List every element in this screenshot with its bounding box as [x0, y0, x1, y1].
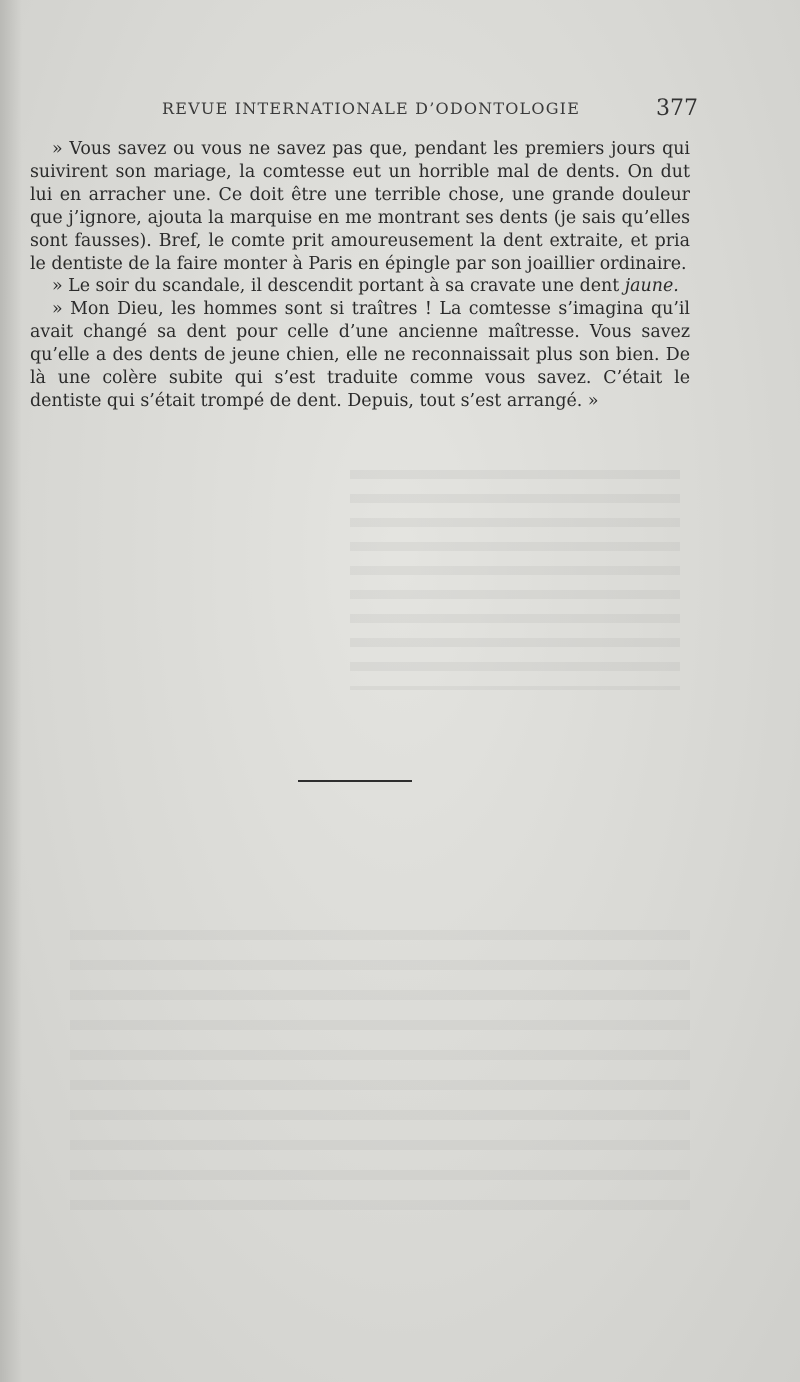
page-gutter-shadow [0, 0, 22, 1382]
running-head: REVUE INTERNATIONALE D’ODONTOLOGIE [162, 99, 581, 118]
page-header [40, 96, 698, 126]
paragraph-2-text: » Le soir du scandale, il descendit portant à sa cravate une dent [52, 276, 620, 297]
bleed-through-table [70, 930, 690, 1230]
paragraph-1: » Vous savez ou vous ne savez pas que, pendant les premiers jours qui suivirent son mariage, la comtesse eut un horrible mal de dents. On dut lui en arracher une. Ce doit être une terrible chose, une grande douleur que j’ignore, ajouta la marquise en me montrant ses dents (je sais qu’elles sont fausses). Bref, le comte prit amoureusement la dent extraite, et pria le dentiste de la faire monter à Paris en épingle par son joaillier ordinaire. [30, 139, 690, 274]
article-body [30, 138, 690, 413]
paragraph-2 [30, 275, 690, 298]
page-number: 377 [656, 96, 698, 121]
italic-word: jaune. [624, 276, 679, 297]
paragraph-3: » Mon Dieu, les hommes sont si traîtres ! La comtesse s’imagina qu’il avait changé sa dent pour celle d’une ancienne maîtresse. Vous savez qu’elle a des dents de jeune chien, elle ne reconnaissait plus son bien. De là une colère subite qui s’est traduite comme vous savez. C’était le dentiste qui s’était trompé de dent. Depuis, tout s’est arrangé. » [30, 299, 690, 411]
section-divider-rule [298, 780, 412, 782]
bleed-through-columns [350, 470, 680, 690]
